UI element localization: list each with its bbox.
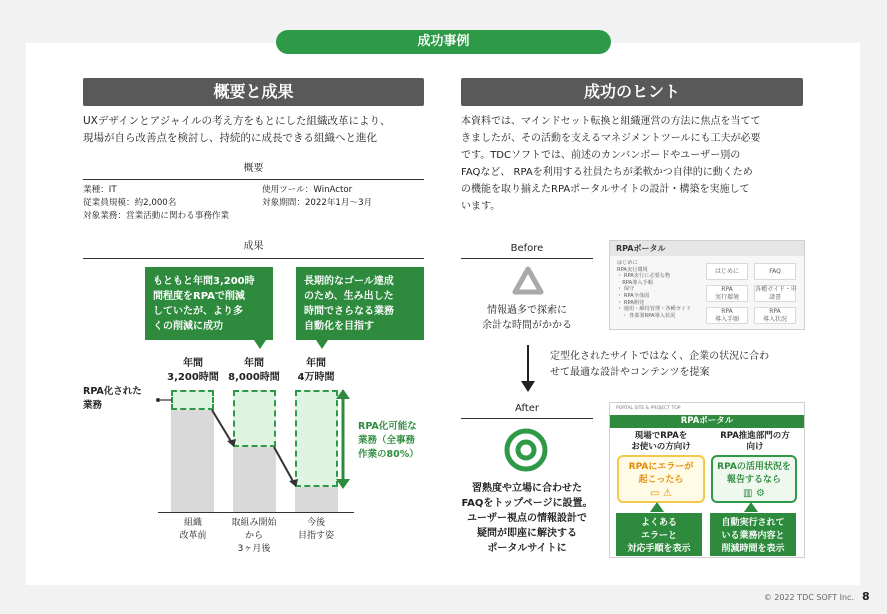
- callout-line: もともと年間3,200時: [153, 276, 255, 287]
- tag-line: 自動実行されて: [721, 518, 785, 528]
- callout-line: 長期的なゴール達成: [304, 276, 394, 287]
- audience-line: お使いの方向け: [631, 442, 691, 452]
- overview-right: [262, 184, 427, 210]
- pointer-arrows: [640, 500, 780, 514]
- callout-pointer: [254, 340, 266, 349]
- arrow-text: [550, 349, 810, 381]
- audience-line: RPA推進部門の方: [720, 431, 790, 441]
- menu-item: ・ RPA開発: [617, 299, 645, 306]
- after-label: After: [514, 403, 539, 414]
- tag-line: 対応手順を表示: [627, 544, 691, 554]
- x-label-line: 組織: [183, 518, 202, 528]
- portal-cell: RPA 導入手順: [706, 307, 748, 324]
- overview-heading: 概要: [243, 163, 264, 174]
- audience-line: 現場でRPAを: [634, 431, 688, 441]
- bar-label-2: [219, 357, 289, 385]
- rpa-label: [83, 385, 158, 413]
- callout-goal: [296, 267, 424, 340]
- button-line: RPAの活用状況を: [717, 462, 791, 472]
- divider: [83, 258, 424, 259]
- intro-text: [83, 113, 428, 147]
- usage-report-button[interactable]: [711, 455, 797, 503]
- page-title: 成功事例: [276, 30, 611, 54]
- overview-left: [83, 184, 253, 223]
- menu-item: ・ 各部署RPA導入状況: [617, 312, 676, 319]
- arrow-text-line: せて最適な設計やコンテンツを提案: [550, 367, 710, 378]
- bar-label-3: [281, 357, 351, 385]
- intro-line-1: UXデザインとアジャイルの考え方をもとにした組織改革により、: [83, 115, 391, 127]
- before-portal-screenshot: [609, 240, 805, 330]
- button-line: 起こったら: [638, 475, 684, 485]
- potential-label: [358, 420, 428, 462]
- bar-connectors: [150, 385, 360, 520]
- callout-line: のため、生み出した: [304, 291, 394, 302]
- bar-label-value: 3,200時間: [167, 372, 219, 383]
- rpa-label-line: RPA化された: [83, 386, 142, 397]
- portal-cell: RPA 導入状況: [754, 307, 796, 324]
- double-circle-icon: [503, 427, 549, 473]
- potential-label-line: 作業の80%）: [358, 449, 419, 460]
- before-text-line: 余計な時間がかかる: [482, 320, 572, 331]
- audience-field: [616, 431, 706, 453]
- hints-line: FAQなど、 RPAを利用する社員たちが柔軟かつ自律的に動くため: [461, 167, 753, 178]
- bar-label-line: 年間: [306, 358, 326, 369]
- hints-line: います。: [461, 201, 501, 212]
- faq-tag: [616, 513, 702, 556]
- menu-item: RPA実行環境: [617, 266, 648, 273]
- before-text-line: 情報過多で探索に: [487, 305, 567, 316]
- menu-item: RPA導入手順: [617, 279, 653, 286]
- callout-reduction: [145, 267, 273, 340]
- employees: 従業員規模：約2,000名: [83, 198, 177, 208]
- after-text-line: 習熟度や立場に合わせた: [472, 483, 582, 494]
- triangle-icon: [512, 266, 544, 296]
- x-label-2: [219, 517, 289, 556]
- x-label-line: 目指す姿: [297, 531, 334, 541]
- callout-line: していたが、より多: [153, 306, 243, 317]
- industry: 業種：IT: [83, 185, 117, 195]
- audience-rpa-dept: [708, 431, 802, 453]
- bar-label-value: 4万時間: [297, 372, 335, 383]
- after-text-line: ポータルサイトに: [487, 543, 567, 554]
- x-label-3: [281, 517, 351, 543]
- hints-line: 本資料では、マインドセット転換と組織運営の方法に焦点を当てて: [461, 116, 761, 127]
- audience-line: 向け: [746, 442, 764, 452]
- tag-line: 削減時間を表示: [721, 544, 785, 554]
- scope: 対象業務：営業活動に関わる事務作業: [83, 211, 230, 221]
- hints-line: きましたが、その活動を支えるマネジメントツールにも工夫が必要: [461, 133, 761, 144]
- tag-line: いる業務内容と: [721, 531, 785, 541]
- menu-item: ・ 運用・維持管理・各種ガイド: [617, 306, 692, 313]
- divider: [461, 258, 593, 259]
- after-text-line: 疑問が即座に解決する: [477, 528, 577, 539]
- hints-body: [461, 113, 806, 215]
- menu-item: ・ RPA全体図: [617, 292, 650, 299]
- x-label-line: 3ヶ月後: [237, 544, 271, 554]
- bar-label-value: 8,000時間: [228, 372, 280, 383]
- report-tag: [710, 513, 796, 556]
- callout-line: くの削減に成功: [153, 321, 223, 332]
- callout-pointer: [316, 340, 328, 349]
- success-hints-header: 成功のヒント: [461, 78, 803, 106]
- callout-line: 間程度をRPAで削減: [153, 291, 245, 302]
- warning-icon: ▭ ⚠: [650, 488, 672, 499]
- after-text-line: FAQをトップページに設置。: [461, 498, 593, 509]
- portal-cell: FAQ: [754, 263, 796, 280]
- portal-cell: はじめに: [706, 263, 748, 280]
- tool: 使用ツール：WinActor: [262, 185, 353, 195]
- x-label-line: 改革前: [179, 531, 207, 541]
- down-arrow-icon: [519, 345, 537, 393]
- tag-line: エラーと: [640, 531, 677, 541]
- intro-line-2: 現場が自ら改善点を検討し、持続的に成長できる組織へと進化: [83, 132, 377, 144]
- period: 対象期間：2022年1月～3月: [262, 198, 373, 208]
- after-portal-title: RPAポータル: [610, 415, 804, 428]
- tag-line: よくある: [640, 518, 677, 528]
- menu-item: ・ 保守: [617, 286, 635, 293]
- bar-label-line: 年間: [183, 358, 203, 369]
- before-portal-menu: [617, 260, 701, 319]
- arrow-text-line: 定型化されたサイトではなく、企業の状況に合わ: [550, 351, 770, 362]
- overview-results-header: 概要と成果: [83, 78, 424, 106]
- callout-line: 自動化を目指す: [304, 321, 374, 332]
- button-line: RPAにエラーが: [628, 462, 694, 472]
- x-label-line: から: [244, 531, 263, 541]
- after-text: [441, 481, 613, 556]
- potential-label-line: 業務（全事務: [358, 435, 416, 446]
- x-label-1: [158, 517, 228, 543]
- menu-item: ・ RPA実行に必要な物: [617, 273, 671, 280]
- before-portal-title: RPAポータル: [610, 241, 804, 256]
- rpa-label-line: 業務: [83, 400, 103, 411]
- before-label: Before: [510, 243, 544, 254]
- chart-icon: ▥ ⚙: [743, 488, 765, 499]
- hints-line: です。TDCソフトでは、前述のカンバンボードやユーザー別の: [461, 150, 741, 161]
- portal-cell: 各種ガイド・申 請書: [755, 286, 797, 301]
- copyright: © 2022 TDC SOFT Inc.: [763, 593, 854, 602]
- x-axis: [158, 512, 354, 513]
- after-portal-topbar: PORTAL SITE & PROJECT TOP: [616, 406, 681, 411]
- after-text-line: ユーザー視点の情報設計で: [467, 513, 587, 524]
- results-heading: 成果: [243, 241, 264, 252]
- before-text: [461, 303, 593, 333]
- bar-label-1: [158, 357, 228, 385]
- error-faq-button[interactable]: [617, 455, 705, 503]
- divider: [83, 179, 424, 180]
- potential-label-line: RPA化可能な: [358, 421, 417, 432]
- hints-line: の機能を取り揃えたRPAポータルサイトの設計・構築を実施して: [461, 184, 750, 195]
- portal-cell: RPA 実行環境: [706, 285, 748, 302]
- x-label-line: 取組み開始: [231, 518, 277, 528]
- bar-label-line: 年間: [244, 358, 264, 369]
- callout-line: 時間でさらなる業務: [304, 306, 394, 317]
- button-line: 報告するなら: [726, 475, 781, 485]
- divider: [461, 418, 593, 419]
- x-label-line: 今後: [306, 518, 325, 528]
- page-number: 8: [862, 590, 870, 603]
- menu-item: はじめに: [617, 260, 638, 266]
